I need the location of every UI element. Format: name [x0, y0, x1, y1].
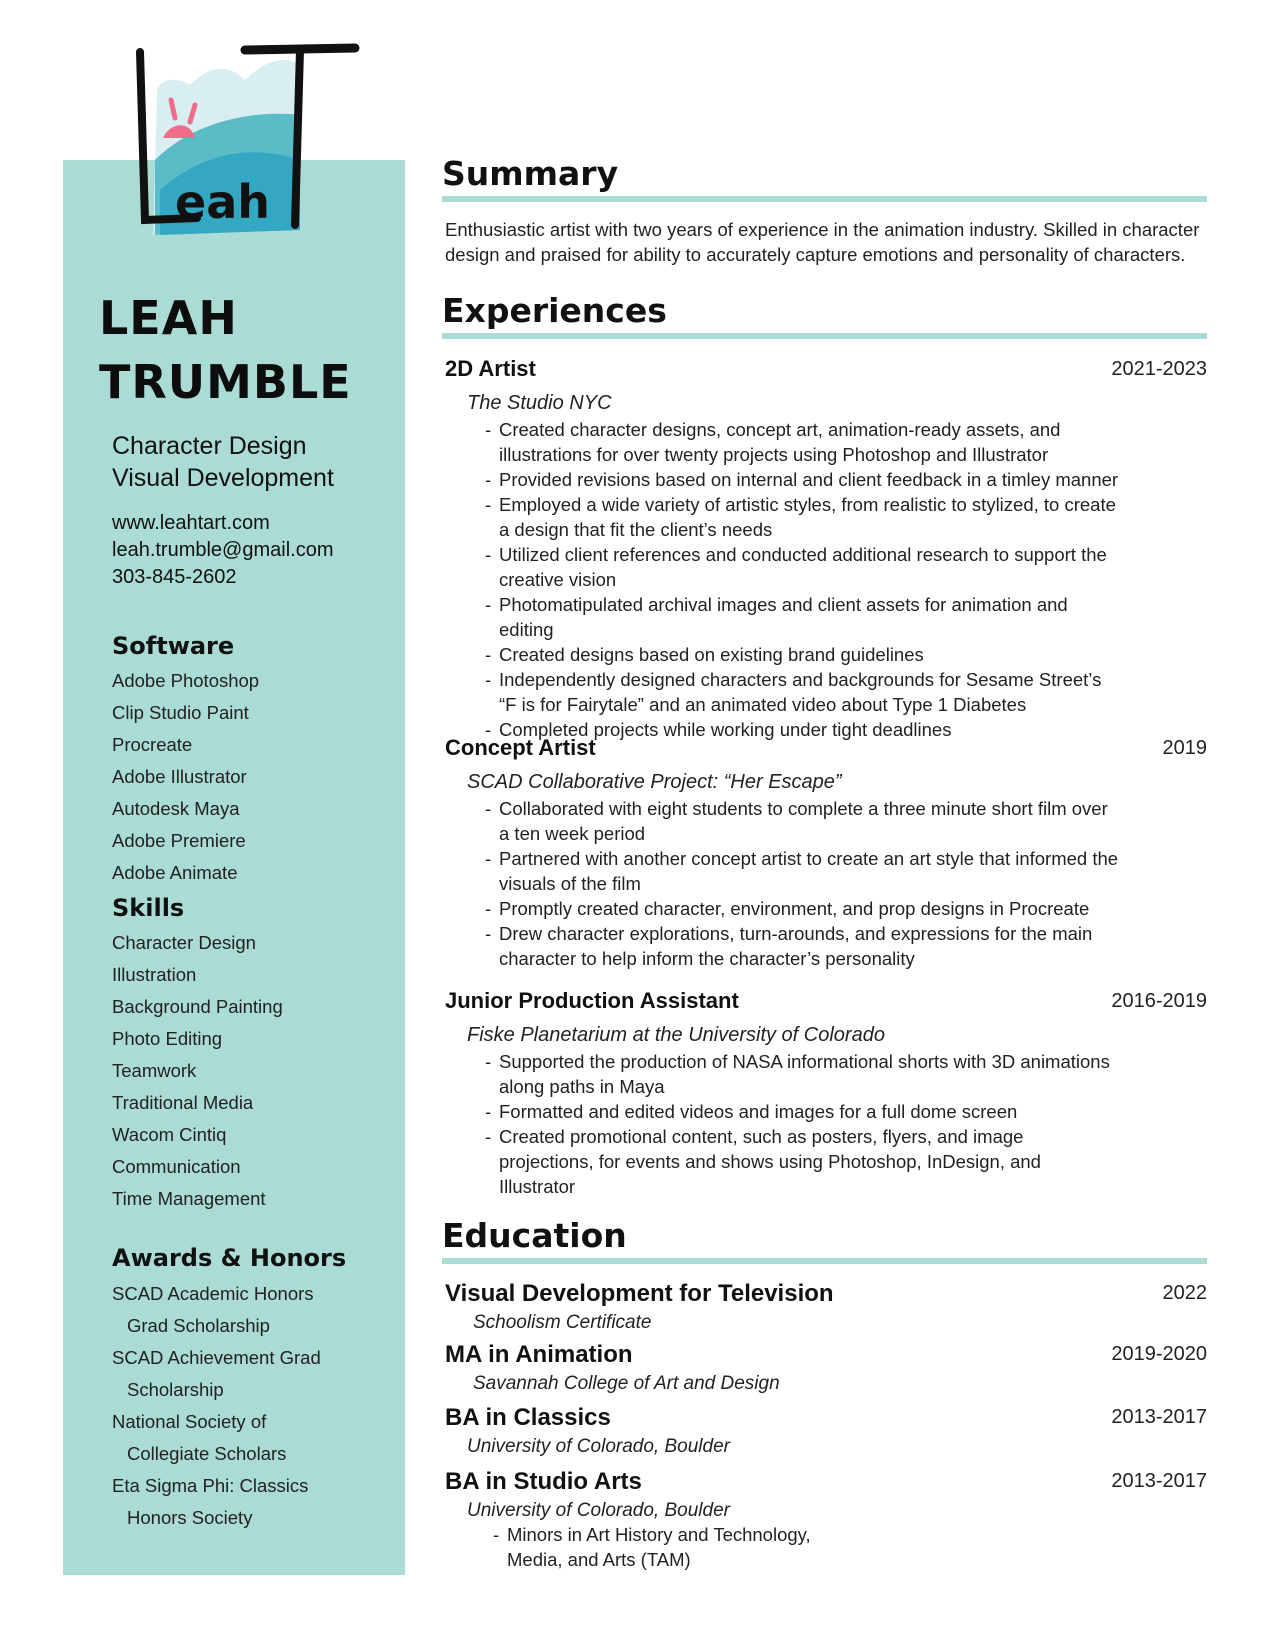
list-item: Clip Studio Paint [112, 702, 249, 723]
list-item: Character Design [112, 932, 256, 953]
skills-heading: Skills [112, 894, 185, 922]
list-item: Teamwork [112, 1060, 197, 1081]
school-name: University of Colorado, Boulder [467, 1500, 730, 1521]
school-name: Savannah College of Art and Design [473, 1373, 780, 1394]
job-date: 2019 [1162, 737, 1207, 759]
education-entry [445, 1468, 1207, 1572]
list-item: Honors Society [127, 1507, 253, 1528]
list-item: - Independently designed characters and backgrounds for Sesame Street’s “F is for Fairytale” and an animated video about Type 1 Diabetes [485, 667, 1119, 717]
summary-heading: Summary [442, 154, 619, 193]
education-entry [445, 1341, 1207, 1395]
list-item: - Collaborated with eight students to complete a three minute short film over a ten week period [485, 796, 1119, 846]
education-entry [445, 1404, 1207, 1458]
list-item: Photo Editing [112, 1028, 223, 1049]
job-bullets [445, 1049, 1207, 1199]
list-item: Illustration [112, 964, 197, 985]
job-bullets [445, 796, 1207, 971]
list-item: Background Painting [112, 996, 283, 1017]
list-item: Communication [112, 1156, 241, 1177]
job-title: Junior Production Assistant [445, 988, 739, 1013]
job-title: Concept Artist [445, 735, 596, 760]
list-item: Wacom Cintiq [112, 1124, 227, 1145]
list-item: SCAD Academic Honors [112, 1283, 314, 1304]
list-item: - Provided revisions based on internal and client feedback in a timley manner [485, 467, 1119, 492]
email-link[interactable]: leah.trumble@gmail.com [112, 539, 334, 561]
degree-date: 2013-2017 [1111, 1406, 1207, 1428]
list-item: - Photomatipulated archival images and client assets for animation and editing [485, 592, 1119, 642]
svg-text:eah: eah [175, 175, 270, 229]
list-item: - Created character designs, concept art, animation-ready assets, and illustrations for over twenty projects using Photoshop and Illustrator [485, 417, 1119, 467]
contact-info [112, 510, 334, 591]
list-item: Procreate [112, 734, 193, 755]
job-company: The Studio NYC [467, 392, 612, 414]
job-entry [445, 356, 1207, 742]
degree-title: BA in Classics [445, 1404, 611, 1431]
list-item: - Utilized client references and conducted additional research to support the creative vision [485, 542, 1119, 592]
experiences-heading: Experiences [442, 291, 667, 330]
job-date: 2021-2023 [1111, 358, 1207, 380]
skills-list [112, 927, 283, 1215]
list-item: Autodesk Maya [112, 798, 240, 819]
section-divider [442, 333, 1207, 339]
summary-text: Enthusiastic artist with two years of experience in the animation industry. Skilled in character design and praised for ability to accurately capture emotions and personality of characters. [445, 219, 1200, 265]
leah-logo [135, 40, 385, 260]
awards-heading: Awards & Honors [112, 1244, 347, 1272]
degree-date: 2022 [1162, 1282, 1207, 1304]
software-list [112, 665, 259, 889]
degree-date: 2013-2017 [1111, 1470, 1207, 1492]
job-company: Fiske Planetarium at the University of Colorado [467, 1024, 885, 1046]
list-item: Adobe Premiere [112, 830, 246, 851]
job-company: SCAD Collaborative Project: “Her Escape” [467, 771, 842, 793]
list-item: - Minors in Art History and Technology, Media, and Arts (TAM) [493, 1522, 817, 1572]
job-title: 2D Artist [445, 356, 536, 381]
role-titles: Character Design Visual Development [112, 432, 334, 492]
list-item: Adobe Animate [112, 862, 238, 883]
section-divider [442, 196, 1207, 202]
list-item: National Society of [112, 1411, 267, 1432]
list-item: Collegiate Scholars [127, 1443, 287, 1464]
school-name: University of Colorado, Boulder [467, 1436, 730, 1457]
list-item: Scholarship [127, 1379, 224, 1400]
list-item: Adobe Photoshop [112, 670, 260, 691]
list-item: Time Management [112, 1188, 266, 1209]
list-item: - Employed a wide variety of artistic styles, from realistic to stylized, to create a design that fit the client’s needs [485, 492, 1119, 542]
list-item: - Created promotional content, such as posters, flyers, and image projections, for events and shows using Photoshop, InDesign, and Illustrator [485, 1124, 1119, 1199]
list-item: - Partnered with another concept artist to create an art style that informed the visuals of the film [485, 846, 1119, 896]
candidate-name: LEAH TRUMBLE [99, 291, 352, 409]
degree-date: 2019-2020 [1111, 1343, 1207, 1365]
list-item: - Completed projects while working under tight deadlines [485, 717, 1119, 742]
list-item: - Drew character explorations, turn-arounds, and expressions for the main character to help inform the character’s personality [485, 921, 1119, 971]
software-heading: Software [112, 632, 235, 660]
degree-title: MA in Animation [445, 1341, 633, 1368]
list-item: Traditional Media [112, 1092, 254, 1113]
education-heading: Education [442, 1216, 627, 1255]
job-entry [445, 735, 1207, 971]
list-item: SCAD Achievement Grad [112, 1347, 321, 1368]
degree-title: Visual Development for Television [445, 1280, 834, 1307]
job-date: 2016-2019 [1111, 990, 1207, 1012]
website-link[interactable]: www.leahtart.com [112, 512, 270, 534]
school-name: Schoolism Certificate [473, 1312, 652, 1333]
degree-title: BA in Studio Arts [445, 1468, 642, 1495]
awards-list [112, 1278, 321, 1534]
list-item: - Promptly created character, environment, and prop designs in Procreate [485, 896, 1119, 921]
list-item: - Supported the production of NASA informational shorts with 3D animations along paths in Maya [485, 1049, 1119, 1099]
list-item: Grad Scholarship [127, 1315, 270, 1336]
job-bullets [445, 417, 1207, 742]
phone-number: 303-845-2602 [112, 566, 237, 588]
education-entry [445, 1280, 1207, 1334]
job-entry [445, 988, 1207, 1199]
list-item: Eta Sigma Phi: Classics [112, 1475, 309, 1496]
logo-wordmark: LeahT [135, 40, 138, 41]
section-divider [442, 1258, 1207, 1264]
list-item: - Created designs based on existing brand guidelines [485, 642, 1119, 667]
minor-bullets [445, 1522, 1207, 1572]
list-item: - Formatted and edited videos and images for a full dome screen [485, 1099, 1119, 1124]
list-item: Adobe Illustrator [112, 766, 247, 787]
